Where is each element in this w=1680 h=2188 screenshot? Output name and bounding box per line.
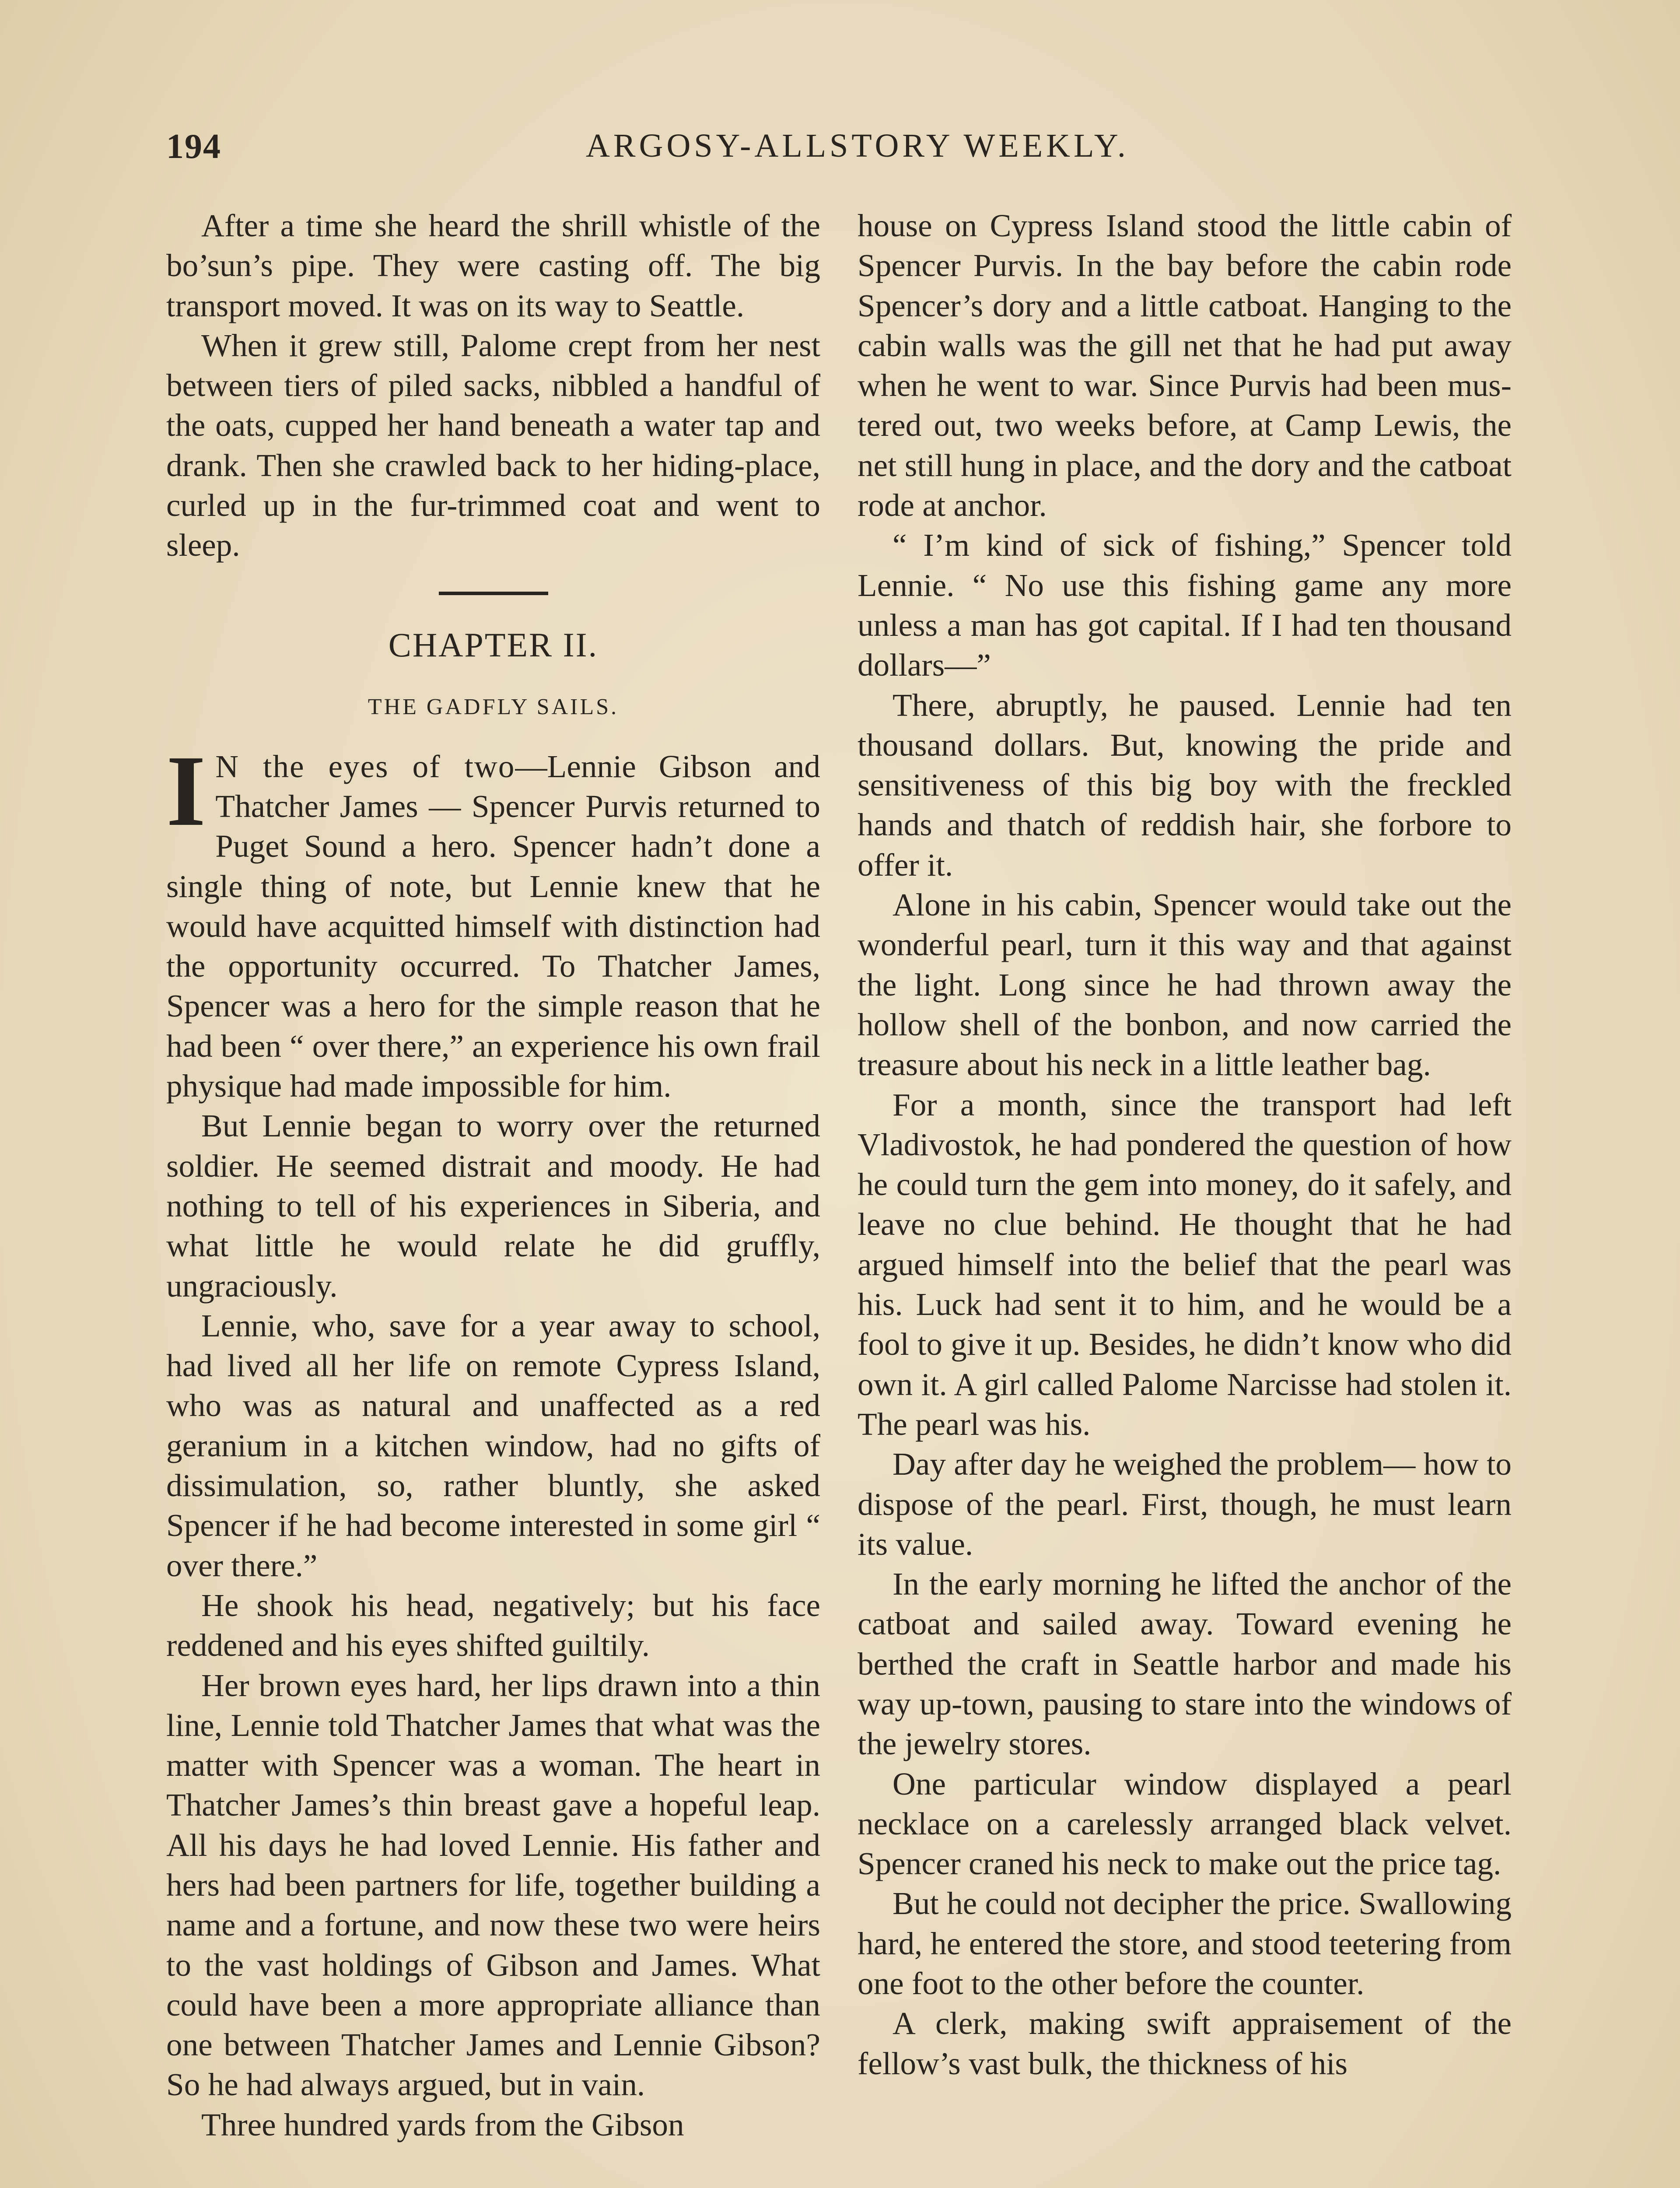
paragraph: “ I’m kind of sick of fishing,” Spencer told Lennie. “ No use this fishing game any more unless a man has got capital. If I had ten thousand dollars—”: [858, 527, 1512, 683]
running-head: [166, 127, 1514, 179]
paragraph: Lennie, who, save for a year away to school, had lived all her life on remote Cypress Island, who was as natural and unaffected as a red geranium in a kitchen window, had no gifts of dissimulation, so, rather bluntly, she asked Spencer if he had become interested in some girl “ over there.”: [166, 1308, 820, 1583]
page-number: 194: [166, 127, 221, 166]
paragraph: But Lennie began to worry over the returned soldier. He seemed distrait and moody. He had nothing to tell of his experiences in Siberia, and what little he would relate he did gruffly, ungraciously.: [166, 1108, 820, 1304]
chapter-opening-paragraph: [166, 734, 820, 1106]
paragraph: house on Cypress Island stood the little cabin of Spencer Purvis. In the bay before the cabin rode Spencer’s dory and a little catboat. Hanging to the cabin walls was the gill net that he had put away when he went to war. Since Purvis had been mustered out, two weeks before, at Camp Lewis, the net still hung in place, and the dory and the catboat rode at anchor.: [858, 208, 1512, 523]
paragraph: Day after day he weighed the problem— how to dispose of the pearl. First, though, he must learn its value.: [858, 1446, 1512, 1562]
paragraph: One particular window displayed a pearl necklace on a carelessly arranged black velvet. Spencer craned his neck to make out the price tag.: [858, 1766, 1512, 1882]
paragraph: But he could not decipher the price. Swallowing hard, he entered the store, and stood teetering from one foot to the other before the counter.: [858, 1886, 1512, 2002]
paragraph: A clerk, making swift appraisement of the fellow’s vast bulk, the thickness of his: [858, 2006, 1512, 2081]
magazine-title: ARGOSY-ALLSTORY WEEKLY.: [586, 127, 1129, 164]
paragraph: After a time she heard the shrill whistle of the bo’sun’s pipe. They were casting off. The big transport moved. It was on its way to Seattle.: [166, 208, 820, 323]
paragraph: He shook his head, negatively; but his face reddened and his eyes shifted guiltily.: [166, 1587, 820, 1663]
paragraph: Her brown eyes hard, her lips drawn into a thin line, Lennie told Thatcher James that what was the matter with Spencer was a woman. The heart in Thatcher James’s thin breast gave a hopeful leap. All his days he had loved Lennie. His father and hers had been partners for life, together building a name and a fortune, and now these two were heirs to the vast holdings of Gibson and James. What could have been a more appropriate alliance than one between Thatcher James and Lennie Gibson? So he had always argued, but in vain.: [166, 1667, 820, 2103]
right-column: [858, 206, 1512, 2083]
paragraph: Alone in his cabin, Spencer would take out the wonderful pearl, turn it this way and that against the light. Long since he had thrown away the hollow shell of the bonbon, and now carried the treasure about his neck in a little leather bag.: [858, 887, 1512, 1083]
section-divider: [439, 592, 548, 595]
chapter-title: CHAPTER II.: [388, 625, 598, 664]
left-column: [166, 206, 820, 2145]
opening-lead: N the eyes of two: [215, 748, 515, 784]
drop-cap: I: [166, 734, 206, 847]
chapter-subtitle: THE GADFLY SAILS.: [368, 694, 619, 719]
paragraph: Three hundred yards from the Gibson: [201, 2107, 684, 2142]
paragraph: When it grew still, Palome crept from her nest between tiers of piled sacks, nibbled a handful of the oats, cupped her hand beneath a water tap and drank. Then she crawled back to her hiding-place, curled up in the fur-trimmed coat and went to sleep.: [166, 327, 820, 563]
paragraph: There, abruptly, he paused. Lennie had ten thousand dollars. But, knowing the pride and sensitiveness of this big boy with the freckled hands and thatch of reddish hair, she forbore to offer it.: [858, 687, 1512, 883]
paragraph: For a month, since the transport had left Vladivostok, he had pondered the question of how he could turn the gem into money, do it safely, and leave no clue behind. He thought that he had argued himself into the belief that the pearl was his. Luck had sent it to him, and he would be a fool to give it up. Besides, he didn’t know who did own it. A girl called Palome Narcisse had stolen it. The pearl was his.: [858, 1087, 1512, 1442]
opening-text: —Lennie Gibson and Thatcher James — Spencer Purvis returned to Puget Sound a hero. Spencer hadn’t done a single thing of note, but Lennie knew that he would have acquitted himself with distinction had the opportunity occurred. To Thatcher James, Spencer was a hero for the simple reason that he had been “ over there,” an experience his own frail physique had made impossible for him.: [166, 748, 820, 1104]
paragraph: In the early morning he lifted the anchor of the catboat and sailed away. Toward evening he berthed the craft in Seattle harbor and made his way up-town, pausing to stare into the windows of the jewelry stores.: [858, 1566, 1512, 1762]
